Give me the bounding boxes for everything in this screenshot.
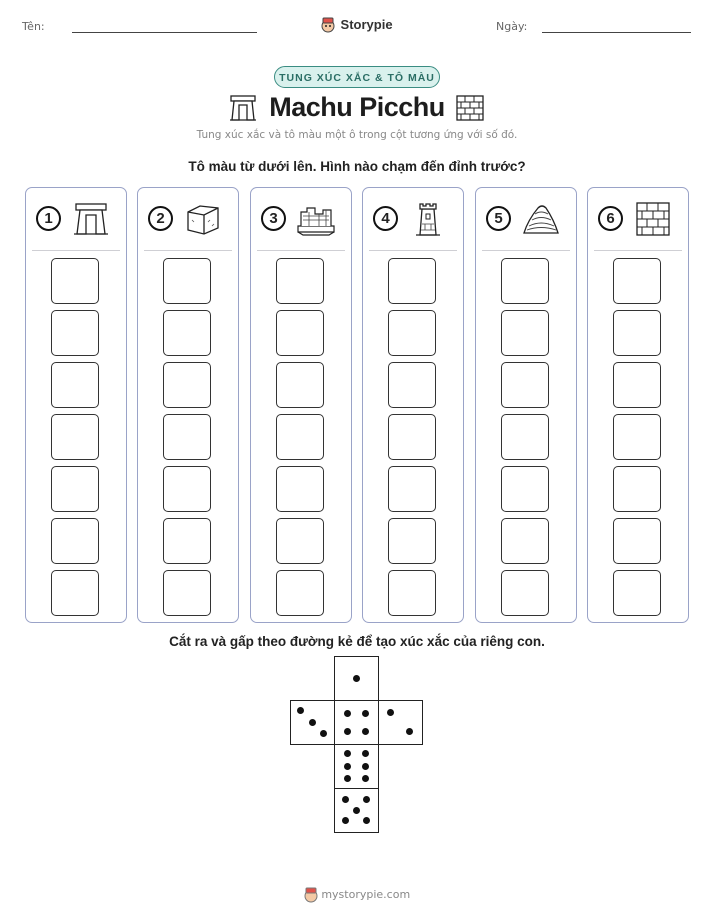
column-5 [475,187,577,623]
color-box[interactable] [388,258,436,304]
color-box[interactable] [51,466,99,512]
dice-face-3 [290,700,335,745]
stone-block-icon [182,200,224,238]
dice-pip [320,730,327,737]
dice-pip [344,728,351,735]
column-3 [250,187,352,623]
color-box[interactable] [51,310,99,356]
color-box[interactable] [501,466,549,512]
dice-pip [363,796,370,803]
color-box[interactable] [613,258,661,304]
color-box[interactable] [276,258,324,304]
dice-pip [342,817,349,824]
dice-pip [362,750,369,757]
subtitle: Tung xúc xắc và tô màu một ô trong cột tương ứng với số đó. [196,129,518,141]
color-box[interactable] [51,414,99,460]
color-box[interactable] [613,518,661,564]
page-title: Machu Picchu [269,92,445,122]
footer-url: mystorypie.com [321,888,411,901]
dice-pip [344,710,351,717]
instruction-top: Tô màu từ dưới lên. Hình nào chạm đến đỉnh trước? [188,159,526,174]
brand-name: Storypie [340,17,393,32]
brand-logo [0,14,714,33]
column-divider [482,250,570,251]
column-4 [362,187,464,623]
dice-pip [362,763,369,770]
dice-pip [353,675,360,682]
dice-pip [344,750,351,757]
color-box[interactable] [51,518,99,564]
color-box[interactable] [501,258,549,304]
color-box[interactable] [388,518,436,564]
color-box[interactable] [163,362,211,408]
dice-face-1 [334,656,379,701]
column-divider [257,250,345,251]
stone-doorway-icon [70,200,112,238]
dice-pip [353,807,360,814]
color-box[interactable] [613,362,661,408]
color-box[interactable] [51,258,99,304]
color-box[interactable] [613,466,661,512]
dice-pip [344,763,351,770]
column-number: 2 [148,206,173,231]
mountain-peak-icon [520,200,562,238]
dice-pip [406,728,413,735]
column-6 [587,187,689,623]
color-box[interactable] [276,570,324,616]
column-number: 5 [486,206,511,231]
column-number: 6 [598,206,623,231]
dice-pip [297,707,304,714]
column-divider [594,250,682,251]
color-box[interactable] [613,414,661,460]
color-box[interactable] [501,310,549,356]
column-number: 3 [261,206,286,231]
color-box[interactable] [163,258,211,304]
color-box[interactable] [163,518,211,564]
name-label: Tên: [22,20,45,33]
dice-pip [387,709,394,716]
color-box[interactable] [501,518,549,564]
column-2 [137,187,239,623]
dice-pip [362,775,369,782]
brick-wall-icon [455,94,485,122]
ruins-terrace-icon [295,200,337,238]
dice-pip [344,775,351,782]
color-box[interactable] [613,570,661,616]
dice-face-5 [334,788,379,833]
storypie-mascot-icon [304,887,318,903]
footer [0,887,714,903]
color-box[interactable] [388,466,436,512]
color-box[interactable] [501,414,549,460]
color-box[interactable] [163,570,211,616]
color-box[interactable] [501,570,549,616]
color-box[interactable] [388,310,436,356]
dice-pip [363,817,370,824]
dice-pip [362,728,369,735]
storypie-mascot-icon [321,17,335,33]
column-divider [32,250,120,251]
color-box[interactable] [51,362,99,408]
dice-face-2 [378,700,423,745]
date-label: Ngày: [496,20,528,33]
brick-wall-icon [632,200,674,238]
color-box[interactable] [163,310,211,356]
color-box[interactable] [163,466,211,512]
color-box[interactable] [276,466,324,512]
column-divider [369,250,457,251]
color-box[interactable] [163,414,211,460]
column-1 [25,187,127,623]
column-number: 4 [373,206,398,231]
date-field[interactable] [542,32,691,33]
color-box[interactable] [388,570,436,616]
dice-face-4 [334,700,379,745]
dice-face-6 [334,744,379,789]
color-box[interactable] [501,362,549,408]
stone-tower-icon [407,200,449,238]
color-box[interactable] [276,310,324,356]
activity-tag: TUNG XÚC XẮC & TÔ MÀU [274,66,440,88]
color-box[interactable] [276,518,324,564]
color-box[interactable] [51,570,99,616]
dice-pip [309,719,316,726]
color-box[interactable] [613,310,661,356]
color-box[interactable] [388,414,436,460]
column-number: 1 [36,206,61,231]
instruction-bottom: Cắt ra và gấp theo đường kẻ để tạo xúc xắc của riêng con. [169,634,545,649]
column-divider [144,250,232,251]
color-box[interactable] [276,414,324,460]
color-box[interactable] [276,362,324,408]
dice-pip [342,796,349,803]
dice-pip [362,710,369,717]
color-box[interactable] [388,362,436,408]
